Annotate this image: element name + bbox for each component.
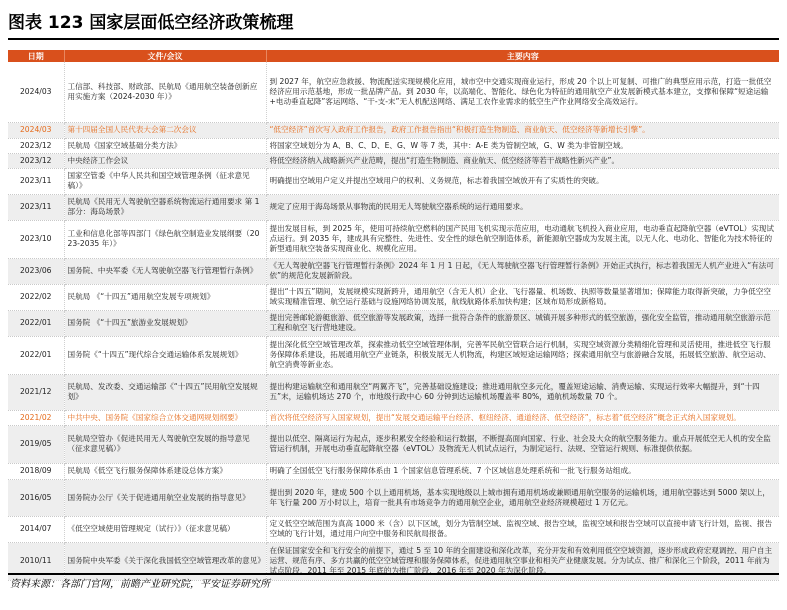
table-row (8, 463, 779, 479)
row-date: 2023/11 (8, 194, 64, 220)
header-content: 主要内容 (266, 50, 779, 62)
row-date: 2023/06 (8, 258, 64, 284)
row-doc: 中共中央、国务院《国家综合立体交通网规划纲要》 (64, 410, 266, 425)
row-content: 到 2027 年，航空应急救援、物流配送实现规模化应用，城市空中交通实现商业运行，形成 20 个以上可复制、可推广的典型应用示范，打造一批低空经济应用示范基地，形成一批品牌产品。到 2030 年，以高端化、智能化、绿色化为特征的通用航空产业发展新模式基本建立，支撑和保障“短途运输+电动垂直起降”客运网络、“干-支-末”无人机配送网络、满足工农作业需求的低空生产作业网络安全高效运行。 (266, 62, 779, 122)
row-date: 2010/11 (8, 542, 64, 580)
row-date: 2018/09 (8, 463, 64, 479)
row-content: 规定了应用于海岛场景从事物流的民用无人驾驶航空器系统的运行通用要求。 (266, 194, 779, 220)
row-content: 明确提出空域用户定义并提出空域用户的权利、义务规范，标志着我国空域放开有了实质性的突破。 (266, 168, 779, 194)
row-date: 2022/02 (8, 284, 64, 310)
header-doc: 文件/会议 (64, 50, 266, 62)
row-doc: 国务院中央军委《关于深化我国低空空域管理改革的意见》 (64, 542, 266, 580)
row-content: 在保证国家安全和飞行安全的前提下，通过 5 至 10 年的全面建设和深化改革，充分开发和有效利用低空空域资源，逐步形成政府宏观调控、用户自主运营、规范有序、多方共赢的低空空域管理和服务保障体系，促进通用航空事业和相关产业健康发展。分为试点、推广和深化三个阶段，2011 年前为试点阶段，2011 年至 2015 年底的为推广阶段，2016 年至 2020 年为深化阶段。 (266, 542, 779, 580)
row-doc: 民航局《国家空域基础分类方法》 (64, 138, 266, 153)
row-doc: 民航局《低空飞行服务保障体系建设总体方案》 (64, 463, 266, 479)
row-date: 2014/07 (8, 516, 64, 542)
table-row (8, 425, 779, 463)
row-date: 2021/12 (8, 374, 64, 410)
row-date: 2023/12 (8, 153, 64, 168)
row-date: 2022/01 (8, 336, 64, 374)
row-content: 首次将低空经济写入国家规划，提出“发展交通运输平台经济、枢纽经济、通道经济、低空经济”，标志着“低空经济”概念正式纳入国家规划。 (266, 410, 779, 425)
row-date: 2016/05 (8, 479, 64, 516)
row-doc: 民航局空管办《促进民用无人驾驶航空发展的指导意见（征求意见稿）》 (64, 425, 266, 463)
table-row (8, 194, 779, 220)
table-row (8, 62, 779, 122)
row-content: 明确了全国低空飞行服务保障体系由 1 个国家信息管理系统、7 个区域信息处理系统和一批飞行服务站组成。 (266, 463, 779, 479)
row-date: 2023/12 (8, 138, 64, 153)
row-date: 2021/02 (8, 410, 64, 425)
table-row (8, 153, 779, 168)
row-date: 2024/03 (8, 122, 64, 138)
page-title (8, 6, 779, 40)
row-doc: 国务院、中央军委《无人驾驶航空器飞行管理暂行条例》 (64, 258, 266, 284)
table-row (8, 310, 779, 336)
row-date: 2023/10 (8, 220, 64, 258)
table-row (8, 374, 779, 410)
row-date: 2024/03 (8, 62, 64, 122)
row-content: 将低空经济纳入战略新兴产业范畴，提出“打造生物制造、商业航天、低空经济等若干战略性新兴产业”。 (266, 153, 779, 168)
table-row (8, 479, 779, 516)
table-row (8, 516, 779, 542)
row-content: 提出构建运输航空和通用航空“两翼齐飞”，完善基础设施建设；推进通用航空多元化，覆盖短途运输、消费运输、实现运行效率大幅提升，到“十四五”末，运输机场达 270 个，市地级行政中心 60 分钟到达运输机场覆盖率 80%，通航机场数量 70 个。 (266, 374, 779, 410)
table-row (8, 284, 779, 310)
row-doc: 国家空管委《中华人民共和国空域管理条例（征求意见稿）》 (64, 168, 266, 194)
row-doc: 工业和信息化部等四部门《绿色航空制造业发展纲要（2023-2035 年）》 (64, 220, 266, 258)
row-date: 2019/05 (8, 425, 64, 463)
row-content: 提出到 2020 年，建成 500 个以上通用机场，基本实现地级以上城市拥有通用机场或兼顾通用航空服务的运输机场，通用航空器达到 5000 架以上，年飞行量 200 万小时以上，培育一批具有市场竞争力的通用航空企业，通用航空业经济规模超过 1 万亿元。 (266, 479, 779, 516)
table-row (8, 138, 779, 153)
table-row (8, 168, 779, 194)
title-text: 图表 123 国家层面低空经济政策梳理 (8, 13, 294, 33)
header-date: 日期 (8, 50, 64, 62)
row-doc: 第十四届全国人民代表大会第二次会议 (64, 122, 266, 138)
table-row (8, 220, 779, 258)
row-content: 提出深化低空空域管理改革，探索推动低空空域管理体制，完善军民航空管联合运行机制，实现空域资源分类精细化管理和灵活使用，推进低空飞行服务保障体系建设，拓展通用航空产业链条，积极发展无人机物流，构建区域短途运输网络；探索通用航空与旅游融合发展，拓展低空旅游、航空运动、航空消费等新业态。 (266, 336, 779, 374)
table-row (8, 122, 779, 138)
row-content: 定义低空空域范围为真高 1000 米（含）以下区域，划分为管制空域、监视空域、报告空域，监视空域和报告空域可以直接申请飞行计划，监视、报告空域的飞行计划，通过用户向空中服务和民航局报备。 (266, 516, 779, 542)
row-content: 提出发展目标，到 2025 年，使用可持续航空燃料的国产民用飞机实现示范应用，电动通航飞机投入商业应用，电动垂直起降航空器（eVTOL）实现试点运行。到 2035 年，建成具有完整性、先进性、安全性的绿色航空制造体系，新能源航空器成为发展主流，以无人化、电动化、智能化为技术特征的新型通用航空装备实现商业化、规模化应用。 (266, 220, 779, 258)
policy-table (8, 50, 779, 581)
row-content: 《无人驾驶航空器飞行管理暂行条例》2024 年 1 月 1 日起，《无人驾驶航空器飞行管理暂行条例》开始正式执行，标志着我国无人机产业进入“有法可依”的规范化发展新阶段。 (266, 258, 779, 284)
row-content: 提出完善邮轮游艇旅游、低空旅游等发展政策，选择一批符合条件的旅游景区、城镇开展多种形式的低空旅游，强化安全监管，推动通用航空旅游示范工程和航空飞行营地建设。 (266, 310, 779, 336)
row-doc: 中央经济工作会议 (64, 153, 266, 168)
row-doc: 国务院 《“十四五”旅游业发展规划》 (64, 310, 266, 336)
row-doc: 工信部、科技部、财政部、民航局《通用航空装备创新应用实施方案（2024-2030 年）》 (64, 62, 266, 122)
source-note: 资料来源：各部门官网，前瞻产业研究院，平安证券研究所 (8, 573, 779, 595)
row-content: 提出“十四五”期间，发展规模实现新跨升，通用航空（含无人机）企业、飞行器量、机场数、执照等数量显著增加；保障能力取得新突破，力争低空空域实现精准管理、航空运行基础与设施网络协调发展，航线航路体系加快构建；区域布局形成新格局。 (266, 284, 779, 310)
row-doc: 《低空空域使用管理规定（试行）》（征求意见稿） (64, 516, 266, 542)
row-doc: 民航局、发改委、交通运输部《“十四五”民用航空发展规划》 (64, 374, 266, 410)
table-row (8, 258, 779, 284)
row-doc: 国务院《“十四五”现代综合交通运输体系发展规划》 (64, 336, 266, 374)
row-content: 提出以低空、隔离运行为起点，逐步积累安全经验和运行数据，不断提高面向国家、行业、社会及大众的航空服务能力。重点开展低空无人机的安全监管运行机制，开展电动垂直起降航空器（eVTOL）及物流无人机试点运行，为制定运行、法规、空管运行规则、标准提供依据。 (266, 425, 779, 463)
table-row (8, 336, 779, 374)
table-header-row (8, 50, 779, 62)
row-doc: 国务院办公厅《关于促进通用航空业发展的指导意见》 (64, 479, 266, 516)
row-doc: 民航局 《“十四五”通用航空发展专项规划》 (64, 284, 266, 310)
table-row (8, 410, 779, 425)
row-content: 将国家空域划分为 A、B、C、D、E、G、W 等 7 类，其中：A-E 类为管制空域，G、W 类为非管制空域。 (266, 138, 779, 153)
row-content: “低空经济”首次写入政府工作报告，政府工作报告指出“积极打造生物制造、商业航天、低空经济等新增长引擎”。 (266, 122, 779, 138)
row-date: 2023/11 (8, 168, 64, 194)
row-doc: 民航局《民用无人驾驶航空器系统物流运行通用要求 第 1 部分：海岛场景》 (64, 194, 266, 220)
row-date: 2022/01 (8, 310, 64, 336)
